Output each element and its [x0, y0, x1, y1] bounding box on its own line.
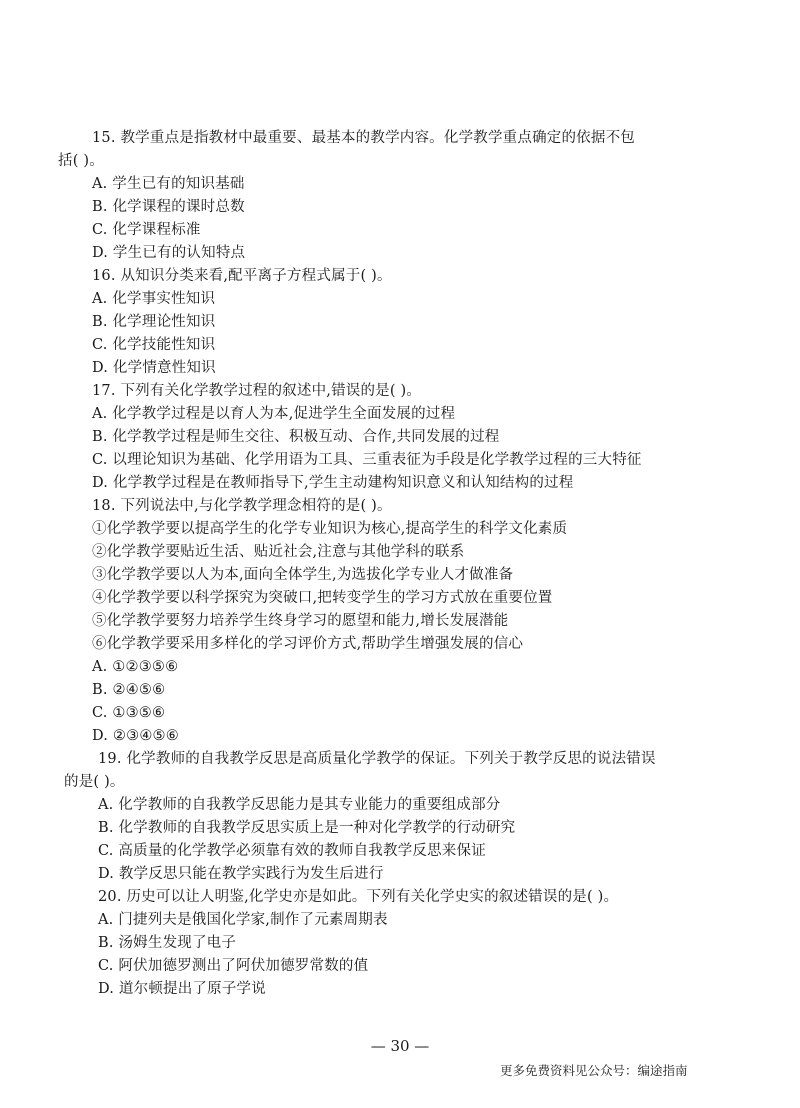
question-17-stem: 17. 下列有关化学教学过程的叙述中,错误的是( )。 — [92, 383, 422, 399]
question-16-option-a: A. 化学事实性知识 — [92, 291, 216, 307]
question-19-stem-cont: 的是( )。 — [64, 774, 125, 790]
question-17-option-d: D. 化学教学过程是在教师指导下,学生主动建构知识意义和认知结构的过程 — [92, 475, 574, 491]
question-19-option-c: C. 高质量的化学教学必须靠有效的教师自我教学反思来保证 — [98, 843, 486, 859]
question-19-option-d: D. 教学反思只能在教学实践行为发生后进行 — [98, 866, 384, 882]
question-18-statement-2: ②化学教学要贴近生活、贴近社会,注意与其他学科的联系 — [92, 544, 465, 560]
question-20-option-b: B. 汤姆生发现了电子 — [98, 935, 237, 951]
question-18-stem: 18. 下列说法中,与化学教学理念相符的是( )。 — [92, 498, 392, 514]
question-20-option-a: A. 门捷列夫是俄国化学家,制作了元素周期表 — [98, 912, 388, 928]
question-16-option-c: C. 化学技能性知识 — [92, 337, 216, 353]
question-17-option-b: B. 化学教学过程是师生交往、积极互动、合作,共同发展的过程 — [92, 429, 500, 445]
question-19-stem: 19. 化学教师的自我教学反思是高质量化学教学的保证。下列关于教学反思的说法错误 — [98, 751, 656, 767]
question-18-statement-3: ③化学教学要以人为本,面向全体学生,为选拔化学专业人才做准备 — [92, 567, 514, 583]
question-16-option-b: B. 化学理论性知识 — [92, 314, 216, 330]
question-20-stem: 20. 历史可以让人明鉴,化学史亦是如此。下列有关化学史实的叙述错误的是( )。 — [98, 889, 619, 905]
question-20-option-d: D. 道尔顿提出了原子学说 — [98, 981, 266, 997]
question-17-option-a: A. 化学教学过程是以育人为本,促进学生全面发展的过程 — [92, 406, 456, 422]
question-15-option-c: C. 化学课程标准 — [92, 222, 201, 238]
question-18-option-a: A. ①②③⑤⑥ — [92, 659, 179, 675]
question-18-statement-6: ⑥化学教学要采用多样化的学习评价方式,帮助学生增强发展的信心 — [92, 636, 524, 652]
question-18-statement-1: ①化学教学要以提高学生的化学专业知识为核心,提高学生的科学文化素质 — [92, 521, 568, 537]
question-20-option-c: C. 阿伏加德罗测出了阿伏加德罗常数的值 — [98, 958, 369, 974]
question-15-stem: 15. 教学重点是指教材中最重要、最基本的教学内容。化学教学重点确定的依据不包 — [92, 130, 635, 146]
question-15-option-d: D. 学生已有的认知特点 — [92, 245, 246, 261]
question-18-statement-5: ⑤化学教学要努力培养学生终身学习的愿望和能力,增长发展潜能 — [92, 613, 509, 629]
page-number: — 30 — — [370, 1037, 430, 1055]
question-18-option-b: B. ②④⑤⑥ — [92, 682, 166, 698]
question-19-option-a: A. 化学教师的自我教学反思能力是其专业能力的重要组成部分 — [98, 797, 501, 813]
footer-note: 更多免费资料见公众号：编途指南 — [500, 1063, 688, 1078]
question-18-option-d: D. ②③④⑤⑥ — [92, 728, 179, 744]
question-15-option-a: A. 学生已有的知识基础 — [92, 176, 245, 192]
question-16-option-d: D. 化学情意性知识 — [92, 360, 216, 376]
question-15-option-b: B. 化学课程的课时总数 — [92, 199, 245, 215]
question-17-option-c: C. 以理论知识为基础、化学用语为工具、三重表征为手段是化学教学过程的三大特征 — [92, 452, 642, 468]
question-16-stem: 16. 从知识分类来看,配平离子方程式属于( )。 — [92, 268, 392, 284]
question-15-stem-cont: 括( )。 — [58, 153, 104, 169]
question-18-statement-4: ④化学教学要以科学探究为突破口,把转变学生的学习方式放在重要位置 — [92, 590, 553, 606]
question-19-option-b: B. 化学教师的自我教学反思实质上是一种对化学教学的行动研究 — [98, 820, 516, 836]
question-18-option-c: C. ①③⑤⑥ — [92, 705, 166, 721]
